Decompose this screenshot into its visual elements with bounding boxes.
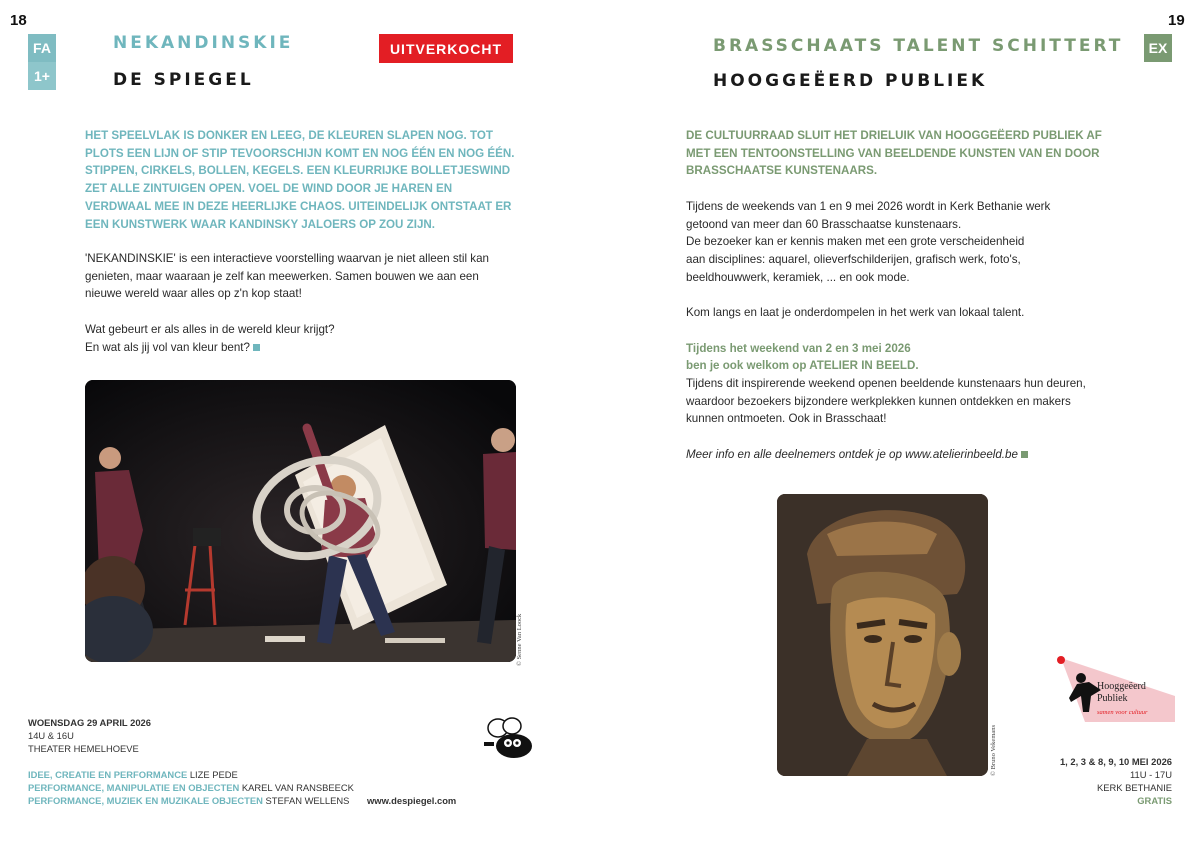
body-question-2: En wat als jij vol van kleur bent? <box>85 339 517 357</box>
body-line: De bezoeker kan er kennis maken met een grote verscheidenheid <box>686 235 1025 249</box>
company-title: DE SPIEGEL <box>113 70 254 90</box>
credits-list <box>28 768 388 807</box>
more-info-line: Meer info en alle deelnemers ontdek je op www.atelierinbeeld.be <box>686 446 1156 464</box>
photo-credit-left: © Senne Van Loock <box>516 613 523 666</box>
event-time: 11U - 17U <box>1129 769 1172 780</box>
credit-line: PERFORMANCE, MUZIEK EN MUZIKALE OBJECTEN STEFAN WELLENS <box>28 795 350 806</box>
right-body <box>686 198 1156 464</box>
page-number-left: 18 <box>10 12 27 29</box>
website-link[interactable]: www.despiegel.com <box>367 795 457 806</box>
event-details-left <box>28 716 358 755</box>
de-spiegel-logo <box>482 716 536 762</box>
event-venue: THEATER HEMELHOEVE <box>28 743 139 754</box>
right-subtitle: HOOGGEËERD PUBLIEK <box>713 71 988 91</box>
event-date: WOENSDAG 29 APRIL 2026 <box>28 717 151 728</box>
hooggeeerd-publiek-logo <box>1055 656 1175 722</box>
portrait-illustration <box>777 494 988 776</box>
logo-text-line1: Hooggeëerd <box>1097 681 1146 692</box>
right-series-title: BRASSCHAATS TALENT SCHITTERT <box>713 36 1124 56</box>
credit-line: IDEE, CREATIE EN PERFORMANCE LIZE PEDE <box>28 769 238 780</box>
body-question-1: Wat gebeurt er als alles in de wereld kleur krijgt? <box>85 322 335 336</box>
intro-lead: HET SPEELVLAK IS DONKER EN LEEG, DE KLEUREN SLAPEN NOG. TOT PLOTS EEN LIJN OF STIP TEVOORSCHIJN KOMT EN NOG ÉÉN EN NOG ÉÉN. STIPPEN, CIRKELS, BOLLEN, KEGELS. EEN KLEURRIJKE BOLLETJESWIND ZET ALLE ZINTUIGEN OPEN. VOEL DE WIND DOOR JE HAREN EN VERDWAAL MEE IN DEZE HEERLIJKE CHAOS. UITEINDELIJK ONTSTAAT ER EEN KUNSTWERK WAAR KANDINSKY JALOERS OP ZOU ZIJN. <box>85 129 515 231</box>
body-line: Kom langs en laat je onderdompelen in het werk van lokaal talent. <box>686 306 1025 320</box>
end-square-icon <box>1021 451 1028 458</box>
body-paragraph-1: 'NEKANDINSKIE' is een interactieve voorstelling waarvan je niet alleen stil kan genieten, maar waaraan je zelf kan meewerken. Samen bouwen we aan een nieuwe wereld waar alles op z'n kop staat! <box>85 252 489 301</box>
end-square-icon <box>253 344 260 351</box>
right-intro-lead: DE CULTUURRAAD SLUIT HET DRIELUIK VAN HOOGGEËERD PUBLIEK AF MET EEN TENTOONSTELLING VAN BEELDENDE KUNSTEN VAN EN DOOR BRASSCHAATSE KUNSTENAARS. <box>686 129 1102 178</box>
event-venue: KERK BETHANIE <box>1096 782 1172 793</box>
sold-out-badge: UITVERKOCHT <box>379 34 513 63</box>
event-dates: 1, 2, 3 & 8, 9, 10 MEI 2026 <box>1059 756 1172 767</box>
photo-credit-right: © Bruno Vekemans <box>990 724 997 776</box>
credit-line: PERFORMANCE, MANIPULATIE EN OBJECTEN KAREL VAN RANSBEECK <box>28 782 354 793</box>
artwork-photo <box>777 494 988 776</box>
bee-icon <box>482 716 536 762</box>
body-line: Tijdens de weekends van 1 en 9 mei 2026 wordt in Kerk Bethanie werk <box>686 200 1051 213</box>
body-line: waardoor bezoekers bijzondere werkplekken kunnen ontdekken en makers <box>686 394 1071 408</box>
event-time: 14U & 16U <box>28 730 74 741</box>
performance-photo <box>85 380 516 662</box>
body-line: beeldhouwwerk, keramiek, ... en ook mode. <box>686 270 910 284</box>
event-details-right <box>952 755 1172 807</box>
page-number-right: 19 <box>1168 12 1185 29</box>
event-price: GRATIS <box>1137 795 1172 806</box>
age-tag-fa: FA <box>28 34 56 62</box>
body-line: Tijdens dit inspirerende weekend openen beeldende kunstenaars hun deuren, <box>686 377 1086 390</box>
highlight-line: Tijdens het weekend van 2 en 3 mei 2026 <box>686 341 911 355</box>
discipline-tag-ex: EX <box>1144 34 1172 62</box>
series-title: NEKANDINSKIE <box>113 33 294 53</box>
performance-illustration <box>85 380 516 662</box>
logo-tagline: samen voor cultuur <box>1097 709 1148 716</box>
body-line: getoond van meer dan 60 Brasschaatse kunstenaars. <box>686 217 962 231</box>
body-line: kunnen ontmoeten. Ook in Brasschaat! <box>686 412 887 426</box>
body-line: aan disciplines: aquarel, olieverfschilderijen, grafisch werk, foto's, <box>686 253 1021 267</box>
left-body <box>85 250 517 356</box>
age-tag-1plus: 1+ <box>28 62 56 90</box>
logo-text-line2: Publiek <box>1097 693 1128 704</box>
highlight-line: ben je ook welkom op ATELIER IN BEELD. <box>686 359 919 373</box>
